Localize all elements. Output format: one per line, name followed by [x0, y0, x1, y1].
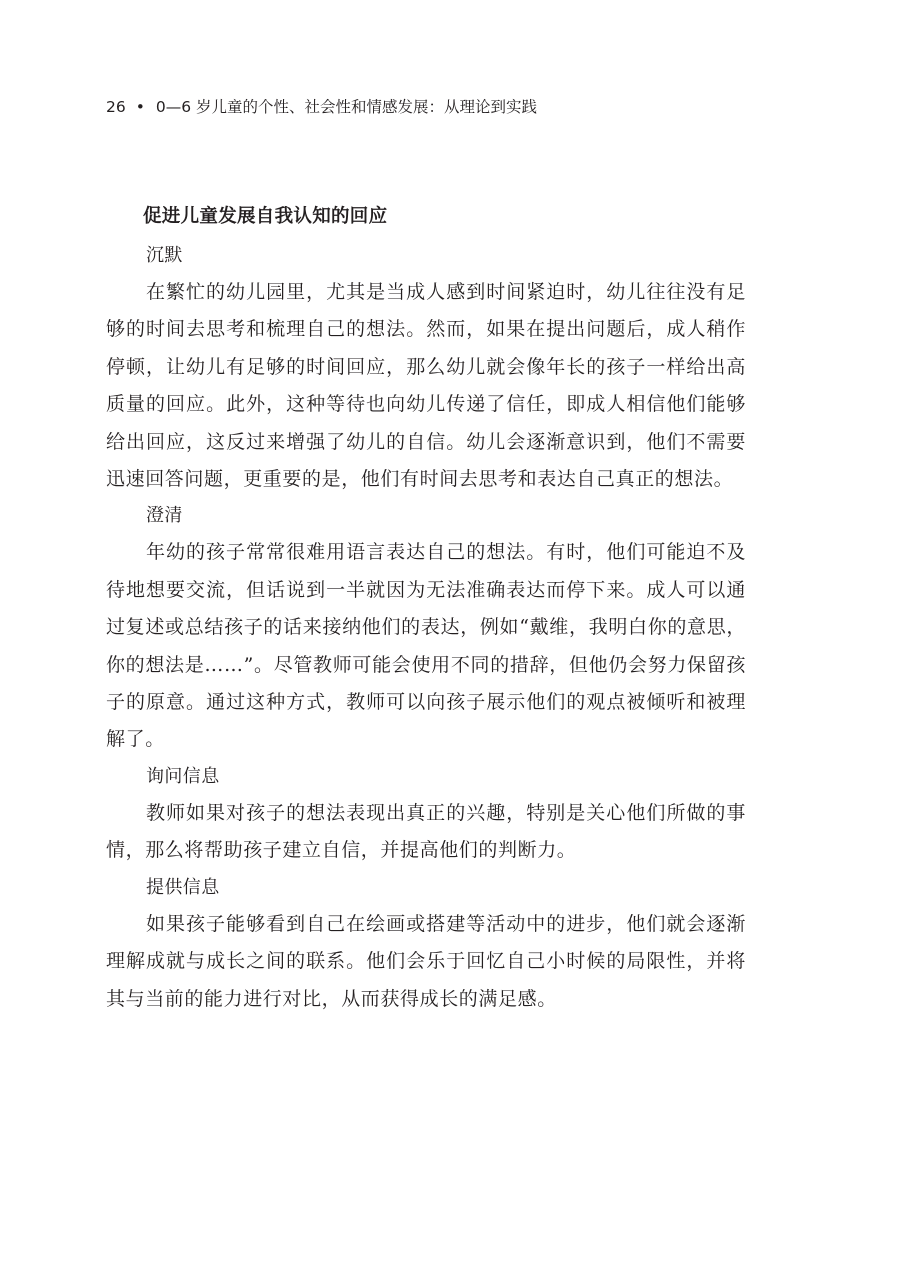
- paragraph-silence: 在繁忙的幼儿园里，尤其是当成人感到时间紧迫时，幼儿往往没有足够的时间去思考和梳理自己的想法。然而，如果在提出问题后，成人稍作停顿，让幼儿有足够的时间回应，那么幼儿就会像年长的孩子一样给出高质量的回应。此外，这种等待也向幼儿传递了信任，即成人相信他们能够给出回应，这反过来增强了幼儿的自信。幼儿会逐渐意识到，他们不需要迅速回答问题，更重要的是，他们有时间去思考和表达自己真正的想法。: [106, 281, 746, 491]
- page-number: 26: [106, 98, 126, 116]
- subheading-asking-information: 询问信息: [146, 765, 220, 787]
- paragraph-asking-information: 教师如果对孩子的想法表现出真正的兴趣，特别是关心他们所做的事情，那么将帮助孩子建立自信，并提高他们的判断力。: [106, 801, 746, 862]
- running-header: [106, 94, 766, 120]
- section-title: 促进儿童发展自我认知的回应: [143, 206, 388, 227]
- subheading-silence: 沉默: [146, 245, 183, 266]
- subheading-clarification: 澄清: [146, 505, 183, 527]
- paragraph-providing-information: 如果孩子能够看到自己在绘画或搭建等活动中的进步，他们就会逐渐理解成就与成长之间的联系。他们会乐于回忆自己小时候的局限性，并将其与当前的能力进行对比，从而获得成长的满足感。: [106, 912, 746, 1010]
- header-separator: •: [135, 98, 145, 116]
- page-content: [106, 200, 746, 1018]
- paragraph-clarification: 年幼的孩子常常很难用语言表达自己的想法。有时，他们可能迫不及待地想要交流，但话说到一半就因为无法准确表达而停下来。成人可以通过复述或总结孩子的话来接纳他们的表达，例如“戴维，我明白你的意思，你的想法是……”。尽管教师可能会使用不同的措辞，但他仍会努力保留孩子的原意。通过这种方式，教师可以向孩子展示他们的观点被倾听和被理解了。: [106, 541, 746, 751]
- subheading-providing-information: 提供信息: [146, 876, 220, 898]
- book-title: 0—6 岁儿童的个性、社会性和情感发展：从理论到实践: [155, 98, 538, 116]
